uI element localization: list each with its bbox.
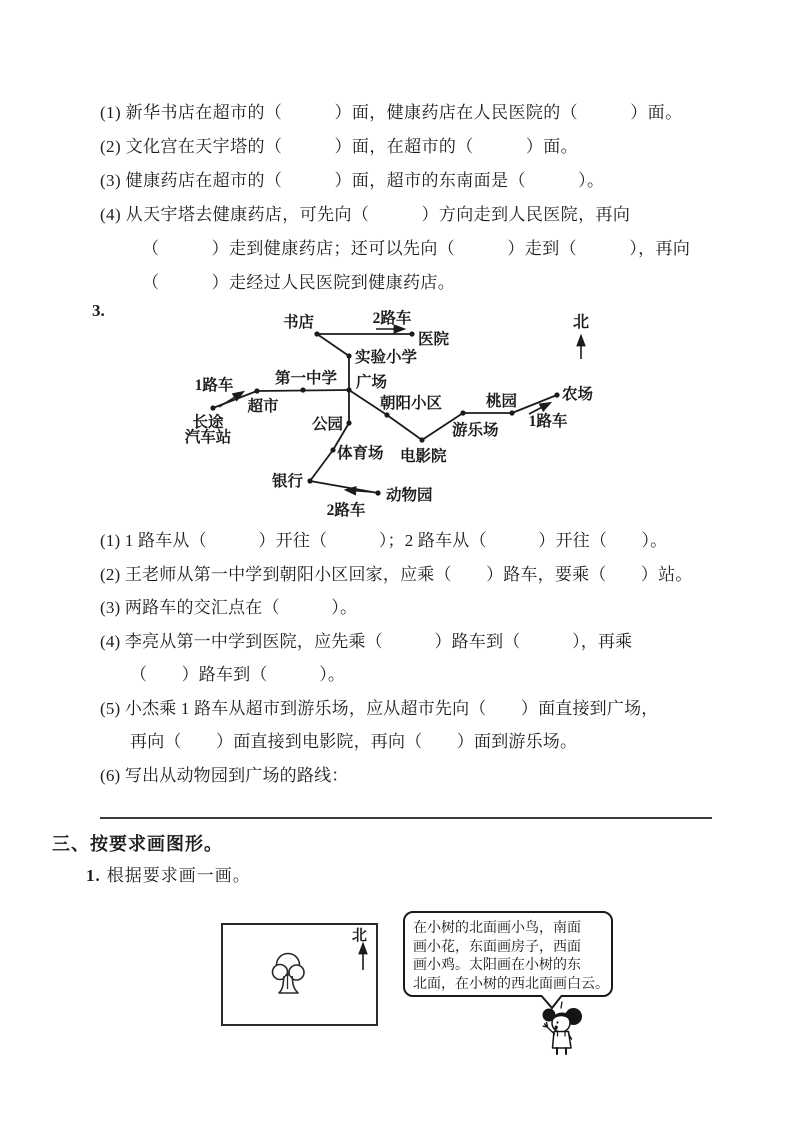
question-line-continuation: （ ）走到健康药店；还可以先向（ ）走到（ ），再向 (142, 239, 691, 258)
map-node-cinema (419, 437, 424, 442)
question-line-continuation: （ ）走经过人民医院到健康药店。 (142, 273, 456, 292)
map-node-hospital (409, 331, 414, 336)
map-questions (100, 524, 760, 792)
question-line: (4) 李亮从第一中学到医院，应先乘（ ）路车到（ ），再乘 (100, 631, 633, 651)
map-node-chaoyang-estate (384, 412, 389, 417)
map-node-coach-station (210, 405, 215, 410)
box-north-label: 北 (352, 927, 368, 944)
section-divider (100, 817, 712, 819)
question-line: (6) 写出从动物园到广场的路线： (100, 765, 349, 785)
question-line-continuation: 再向（ ）面直接到电影院，再向（ ）面到游乐场。 (130, 732, 578, 751)
question-line: (1) 新华书店在超市的（ ）面，健康药店在人民医院的（ ）面。 (100, 103, 683, 122)
map-node-experimental-primary-school (346, 353, 351, 358)
section-three-item (86, 861, 251, 886)
map-node-label-zoo: 动物园 (386, 487, 433, 504)
tree-icon (273, 954, 305, 994)
map-node-label-hospital: 医院 (418, 331, 450, 348)
map-node-label-cinema: 电影院 (400, 448, 447, 465)
question-line: (2) 王老师从第一中学到朝阳小区回家，应乘（ ）路车，要乘（ ）站。 (100, 564, 693, 584)
map-node-label-no1-middle-school: 第一中学 (274, 370, 338, 387)
bus-route-label: 1路车 (528, 413, 568, 430)
bubble-line: 画小花，东面画房子，西面 (413, 937, 581, 954)
section-three-title: 三、按要求画图形。 (52, 834, 223, 854)
question-line: (1) 1 路车从（ ）开往（ ）；2 路车从（ ）开往（ ）。 (100, 531, 668, 550)
upper-questions (100, 96, 760, 300)
bus-route-label: 2路车 (372, 310, 412, 327)
map-node-label-farm: 农场 (562, 386, 594, 403)
cartoon-girl-icon (543, 1002, 583, 1054)
map-node-zoo (375, 490, 380, 495)
bubble-line: 画小鸡。太阳画在小树的东 (413, 956, 581, 972)
question-line: (3) 两路车的交汇点在（ ）。 (100, 598, 358, 617)
map-node-label-park: 公园 (311, 416, 343, 433)
map-item-number: 3. (92, 301, 105, 320)
bubble-line: 在小树的北面画小鸟，南面 (413, 919, 581, 935)
item-number: 1. (86, 866, 101, 885)
map-node-playground (460, 410, 465, 415)
question-line-continuation: （ ）路车到（ ）。 (130, 665, 346, 684)
map-node-label-supermarket: 超市 (247, 398, 279, 415)
map-node-label-plaza: 广场 (356, 374, 388, 391)
bus-route-label: 2路车 (326, 502, 366, 519)
map-edge (310, 450, 333, 481)
map-node-label-peach-garden: 桃园 (486, 393, 518, 410)
bottom-figure-overlay (200, 898, 640, 1073)
question-line: (3) 健康药店在超市的（ ）面，超市的东南面是（ ）。 (100, 171, 605, 190)
item-text: 根据要求画一画。 (106, 866, 251, 885)
route-map (0, 300, 650, 525)
map-node-plaza (346, 387, 351, 392)
map-node-label-bookstore: 书店 (282, 314, 314, 331)
map-node-label-bank: 银行 (271, 473, 303, 490)
question-line: (4) 从天宇塔去健康药店，可先向（ ）方向走到人民医院，再向 (100, 205, 631, 224)
speech-bubble-tail (542, 995, 561, 1008)
map-node-stadium (330, 447, 335, 452)
map-node-label-experimental-primary-school: 实验小学 (355, 349, 418, 366)
bubble-line: 北面，在小树的西北面画白云。 (413, 974, 609, 991)
map-node-supermarket (254, 388, 259, 393)
map-north-label: 北 (572, 314, 590, 331)
map-node-peach-garden (509, 410, 514, 415)
map-node-label-stadium: 体育场 (337, 445, 384, 462)
question-line: (2) 文化宫在天宇塔的（ ）面，在超市的（ ）面。 (100, 137, 579, 156)
map-edge (387, 415, 422, 440)
map-node-farm (554, 392, 559, 397)
bus-route-label: 1路车 (194, 377, 234, 394)
map-node-park (346, 420, 351, 425)
bus-route-arrow-icon (219, 392, 243, 407)
map-node-label-chaoyang-estate: 朝阳小区 (380, 395, 443, 412)
map-node-label-playground: 游乐场 (452, 422, 499, 439)
map-node-bookstore (314, 331, 319, 336)
map-edge (317, 334, 349, 356)
question-line: (5) 小杰乘 1 路车从超市到游乐场，应从超市先向（ ）面直接到广场， (100, 698, 659, 718)
map-node-label-coach-station: 长途汽车站 (184, 414, 232, 446)
map-node-no1-middle-school (300, 387, 305, 392)
map-node-bank (307, 478, 312, 483)
